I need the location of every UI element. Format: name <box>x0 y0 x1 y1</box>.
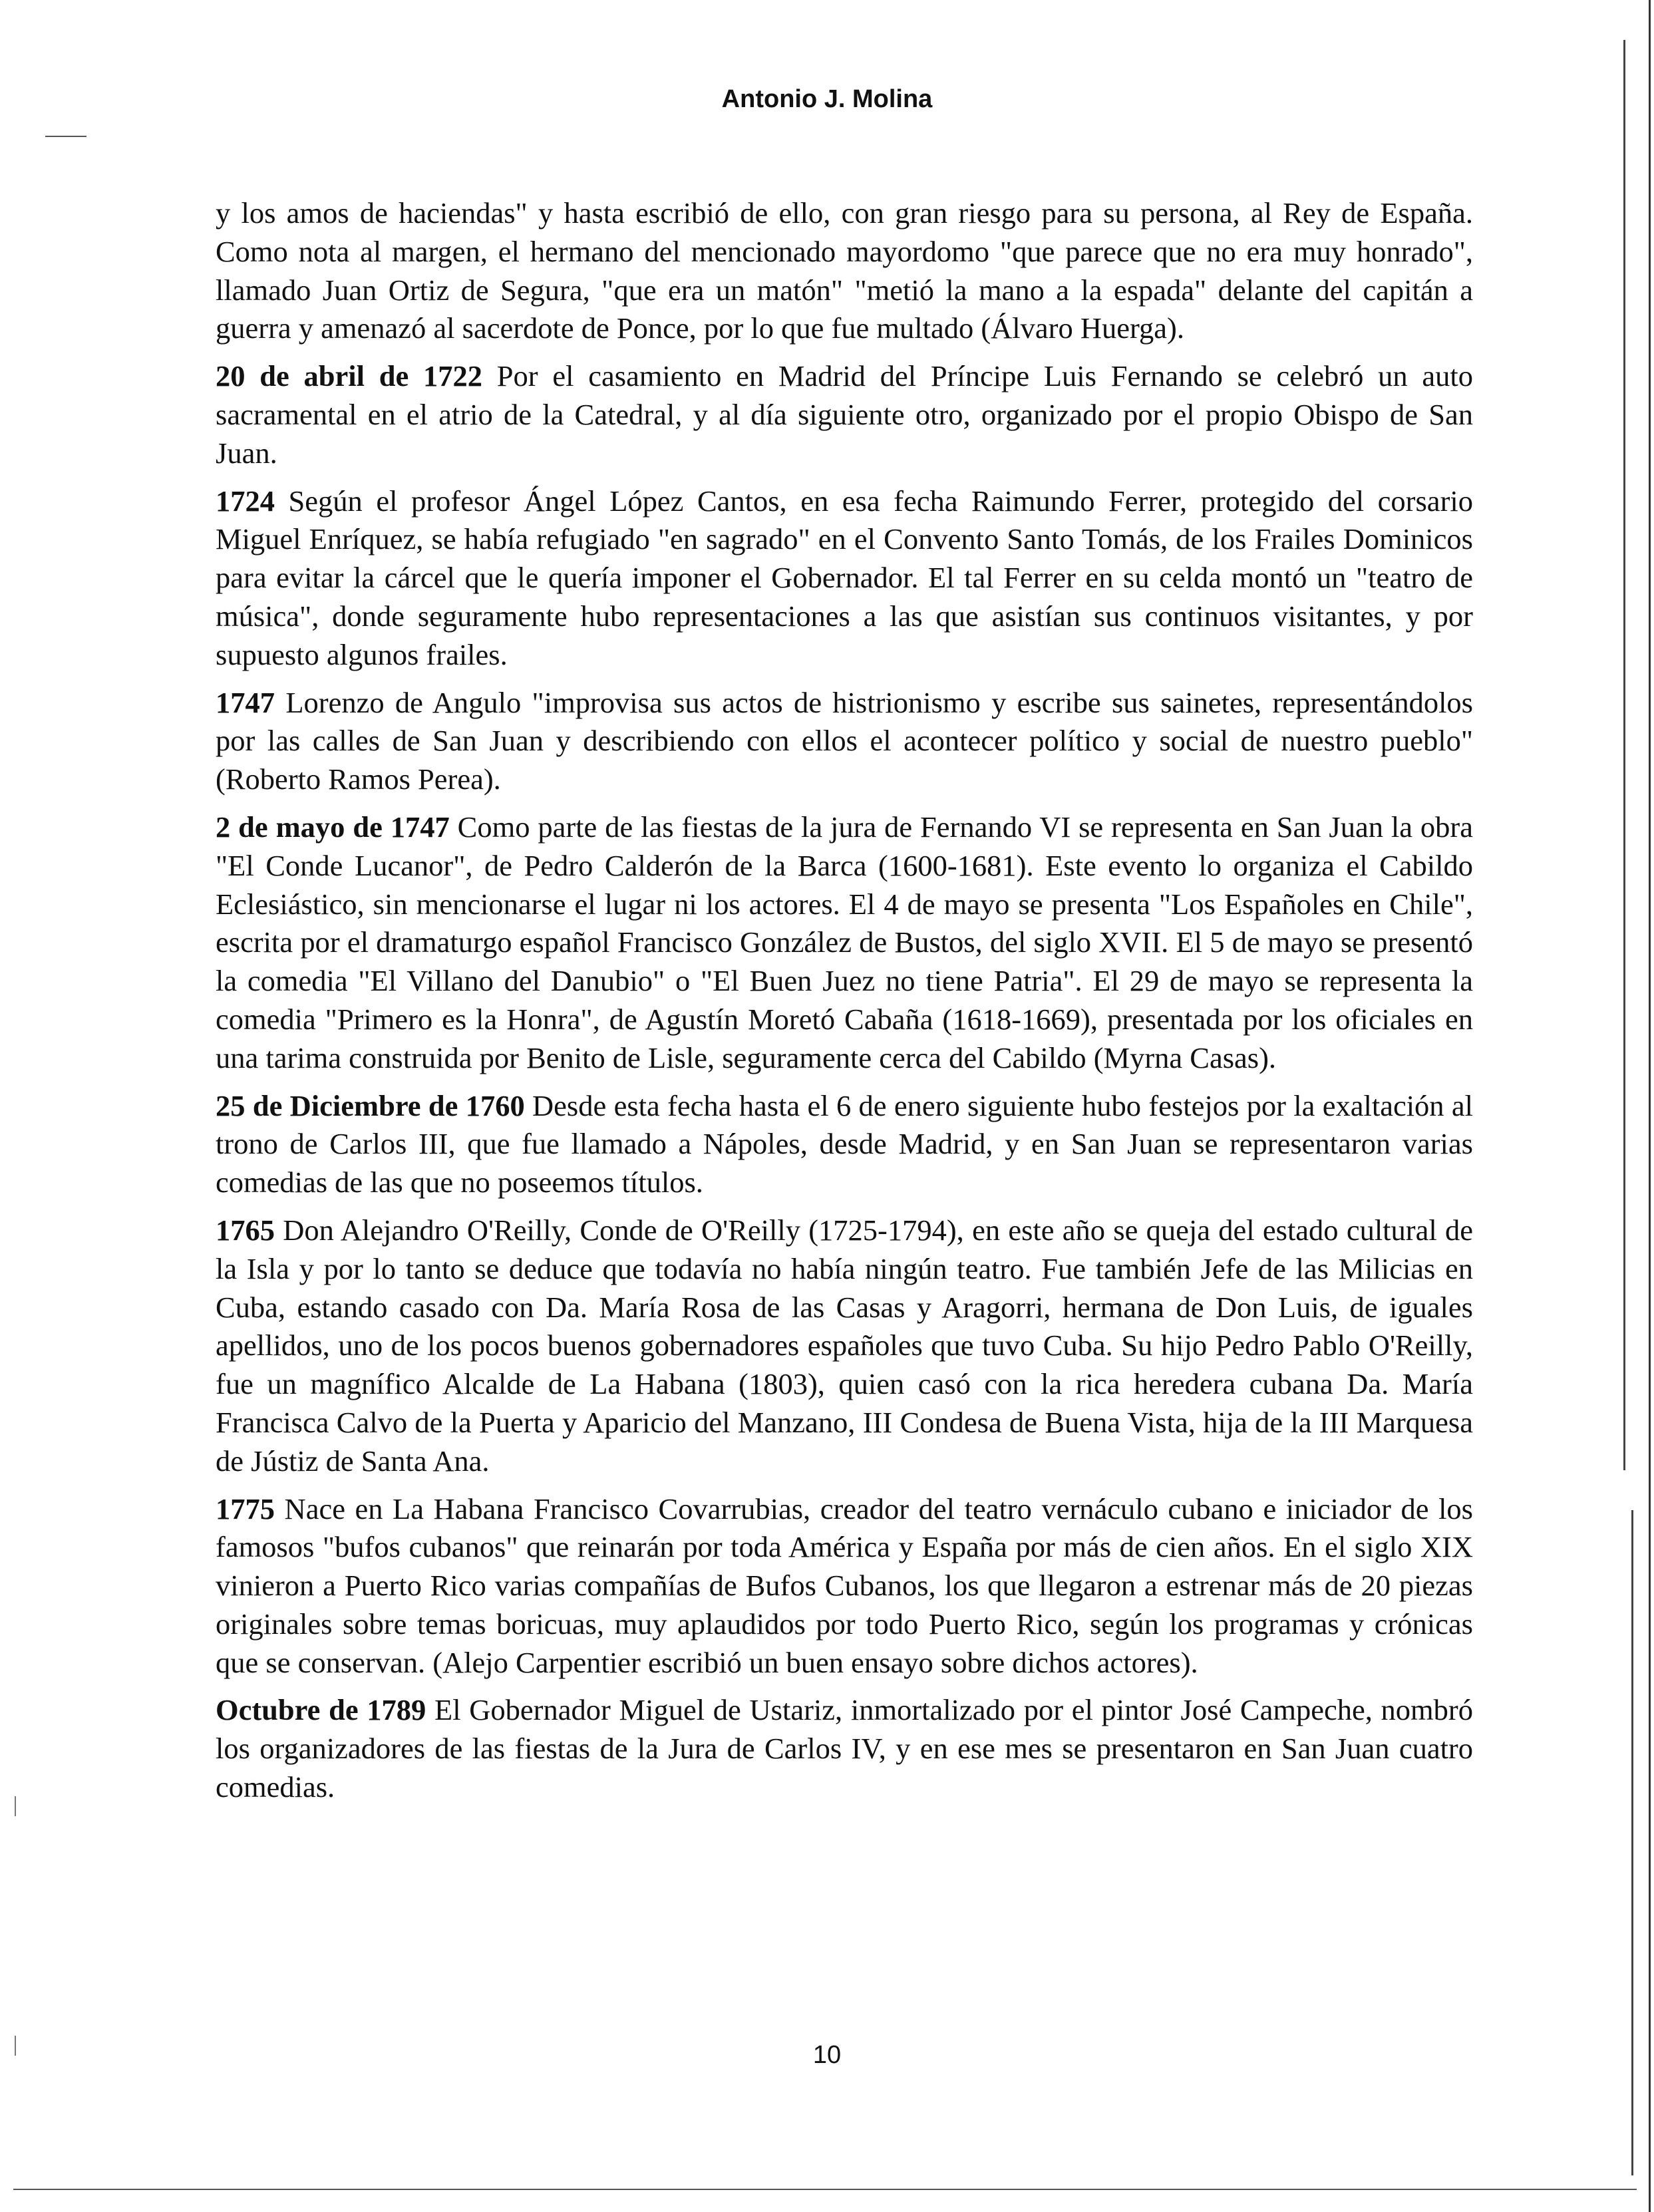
paragraph <box>216 1490 1473 1682</box>
body-text <box>216 194 1473 1816</box>
page-number: 10 <box>812 2041 842 2069</box>
paragraph <box>216 808 1473 1078</box>
entry-date: Octubre de 1789 <box>216 1693 426 1727</box>
paragraph <box>216 1691 1473 1806</box>
scan-edge-right-inner <box>1623 40 1625 1470</box>
paragraph-text: El Gobernador Miguel de Ustariz, inmortalizado por el pintor José Campeche, nombró los organizadores de las fiestas de la Jura de Carlos IV, y en ese mes se presentaron en San Juan cuatro comedias. <box>216 1693 1473 1804</box>
scan-edge-left-mark <box>15 1796 16 1816</box>
paragraph <box>216 1211 1473 1481</box>
scan-edge-right <box>1649 0 1651 2212</box>
paragraph-text: Desde esta fecha hasta el 6 de enero siguiente hubo festejos por la exaltación al trono de Carlos III, que fue llamado a Nápoles, desde Madrid, y en San Juan se representaron varias comedias de las que no poseemos títulos. <box>216 1088 1473 1199</box>
paragraph-text: Lorenzo de Angulo "improvisa sus actos de histrionismo y escribe sus sainetes, representándolos por las calles de San Juan y describiendo con ellos el acontecer político y social de nuestro pueblo" (Roberto Ramos Perea). <box>216 685 1473 796</box>
scan-edge-bottom <box>13 2189 1637 2190</box>
paragraph-text: y los amos de haciendas" y hasta escribió de ello, con gran riesgo para su persona, al Rey de España. Como nota al margen, el hermano del mencionado mayordomo "que parece que no era muy honrado", llamado Juan Ortiz de Segura, "que era un matón" "metió la mano a la espada" delante del capitán a guerra y amenazó al sacerdote de Ponce, por lo que fue multado (Álvaro Huerga). <box>216 196 1473 345</box>
scan-edge-right-inner-lower <box>1631 1510 1633 2175</box>
paragraph-text: Don Alejandro O'Reilly, Conde de O'Reilly (1725-1794), en este año se queja del estado cultural de la Isla y por lo tanto se deduce que todavía no había ningún teatro. Fue también Jefe de las Milicias en Cuba, estando casado con Da. María Rosa de las Casas y Aragorri, hermana de Don Luis, de iguales apellidos, uno de los pocos buenos gobernadores españoles que tuvo Cuba. Su hijo Pedro Pablo O'Reilly, fue un magnífico Alcalde de La Habana (1803), quien casó con la rica heredera cubana Da. María Francisca Calvo de la Puerta y Aparicio del Manzano, III Condesa de Buena Vista, hija de la III Marquesa de Jústiz de Santa Ana. <box>216 1213 1473 1478</box>
scan-edge-left-mark <box>15 2036 16 2056</box>
paragraph-text: Según el profesor Ángel López Cantos, en esa fecha Raimundo Ferrer, protegido del corsario Miguel Enríquez, se había refugiado "en sagrado" en el Convento Santo Tomás, de los Frailes Dominicos para evitar la cárcel que le quería imponer el Gobernador. El tal Ferrer en su celda montó un "teatro de música", donde seguramente hubo representaciones a las que asistían sus continuos visitantes, y por supuesto algunos frailes. <box>216 484 1473 671</box>
paragraph <box>216 1087 1473 1202</box>
entry-date: 25 de Diciembre de 1760 <box>216 1088 525 1122</box>
paragraph <box>216 194 1473 348</box>
paragraph <box>216 482 1473 675</box>
entry-date: 1724 <box>216 484 275 518</box>
entry-date: 1765 <box>216 1213 275 1247</box>
running-header-author: Antonio J. Molina <box>721 85 933 113</box>
entry-date: 1775 <box>216 1492 275 1525</box>
entry-date: 2 de mayo de 1747 <box>216 810 450 844</box>
paragraph <box>216 357 1473 472</box>
paragraph-text: Por el casamiento en Madrid del Príncipe Luis Fernando se celebró un auto sacramental en el atrio de la Catedral, y al día siguiente otro, organizado por el propio Obispo de San Juan. <box>216 359 1473 470</box>
entry-date: 20 de abril de 1722 <box>216 359 483 393</box>
paragraph-text: Nace en La Habana Francisco Covarrubias, creador del teatro vernáculo cubano e iniciador de los famosos "bufos cubanos" que reinarán por toda América y España por más de cien años. En el siglo XIX vinieron a Puerto Rico varias compañías de Bufos Cubanos, los que llegaron a estrenar más de 20 piezas originales sobre temas boricuas, muy aplaudidos por todo Puerto Rico, según los programas y crónicas que se conservan. (Alejo Carpentier escribió un buen ensayo sobre dichos actores). <box>216 1492 1473 1679</box>
margin-mark <box>45 136 86 137</box>
paragraph <box>216 684 1473 799</box>
entry-date: 1747 <box>216 685 275 719</box>
paragraph-text: Como parte de las fiestas de la jura de Fernando VI se representa en San Juan la obra "El Conde Lucanor", de Pedro Calderón de la Barca (1600-1681). Este evento lo organiza el Cabildo Eclesiástico, sin mencionarse el lugar ni los actores. El 4 de mayo se presenta "Los Españoles en Chile", escrita por el dramaturgo español Francisco González de Bustos, del siglo XVII. El 5 de mayo se presentó la comedia "El Villano del Danubio" o "El Buen Juez no tiene Patria". El 29 de mayo se representa la comedia "Primero es la Honra", de Agustín Moretó Cabaña (1618-1669), presentada por los oficiales en una tarima construida por Benito de Lisle, seguramente cerca del Cabildo (Myrna Casas). <box>216 810 1473 1074</box>
